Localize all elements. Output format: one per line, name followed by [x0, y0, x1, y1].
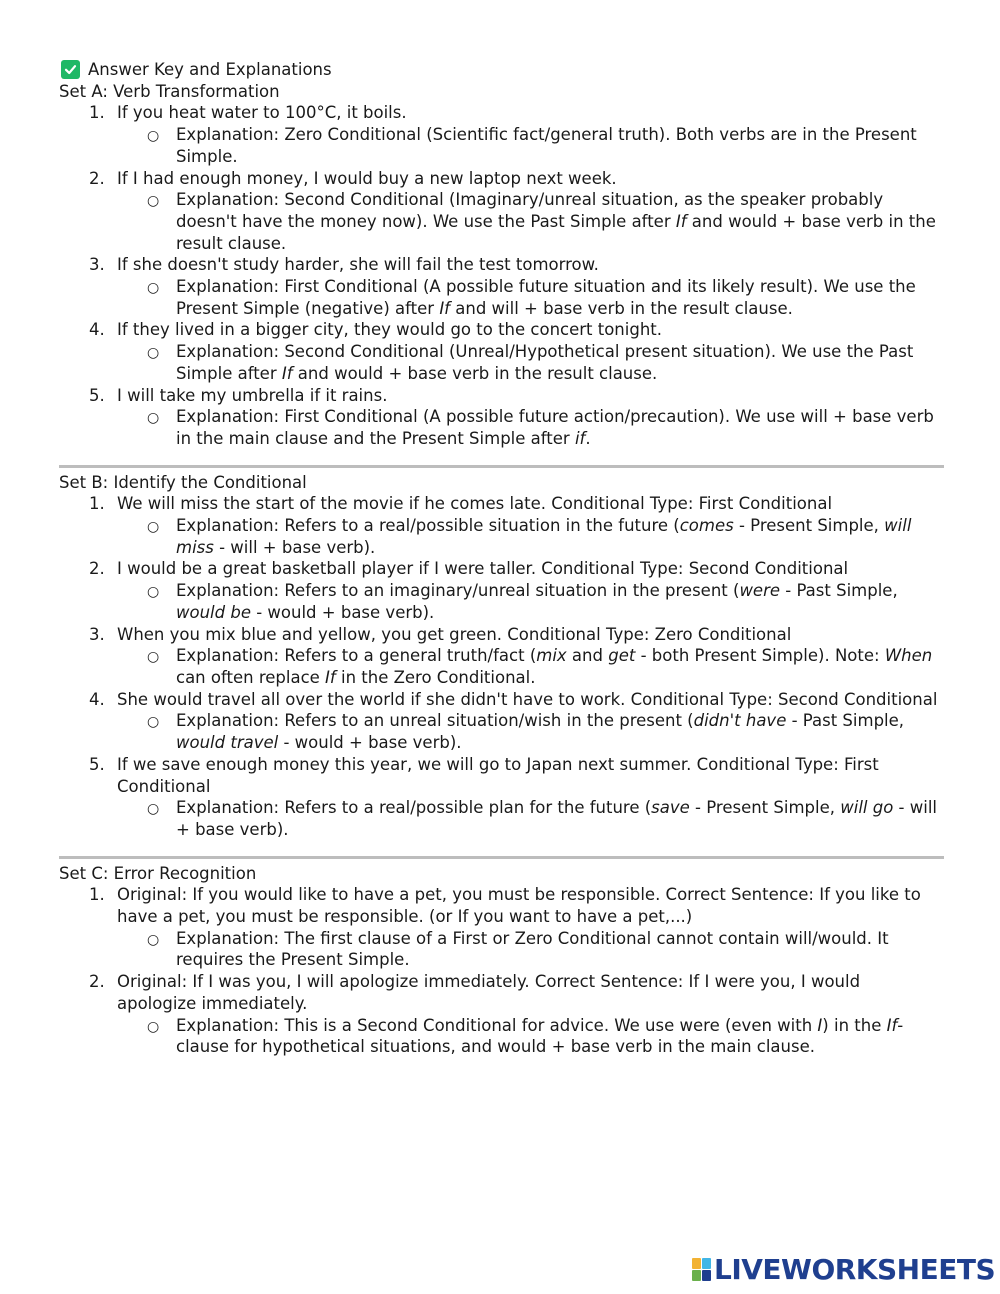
list-item [59, 254, 944, 319]
item-text [117, 168, 944, 190]
text-run: Explanation: First Conditional (A possible future action/precaution). We use will + base verb in the main clause and the Present Simple after [176, 407, 934, 448]
text-run: - will + base verb). [176, 798, 937, 839]
item-number: 1. [89, 885, 105, 905]
explanation [117, 124, 944, 167]
text-run: Explanation: Refers to a general truth/fact ( [176, 646, 537, 666]
checkmark-icon [61, 60, 80, 79]
item-list [59, 884, 944, 1058]
explanation [117, 406, 944, 449]
explanation [117, 1015, 944, 1058]
item-text [117, 754, 944, 797]
text-run: in the Zero Conditional. [335, 667, 536, 687]
italic-text: didn't have [693, 711, 787, 731]
bullet-icon: ○ [147, 410, 160, 427]
text-run: Explanation: Refers to an imaginary/unreal situation in the present ( [176, 581, 740, 601]
document-header [59, 59, 944, 81]
italic-text: I [817, 1015, 823, 1035]
explanation [117, 515, 944, 558]
list-item [59, 319, 944, 384]
text-run: Explanation: First Conditional (A possible future situation and its likely result). We use the Present Simple (negative) after [176, 277, 916, 318]
explanation [117, 580, 944, 623]
italic-text: If [439, 298, 450, 318]
explanation [117, 341, 944, 384]
document-title: Answer Key and Explanations [88, 60, 332, 79]
text-run: ) in the [822, 1015, 887, 1035]
text-run: Explanation: Refers to an unreal situation/wish in the present ( [176, 711, 694, 731]
text-run: She would travel all over the world if she didn't have to work. Conditional Type: Second Conditional [117, 689, 938, 709]
text-run: can often replace [176, 667, 326, 687]
text-run: I would be a great basketball player if I were taller. Conditional Type: Second Conditional [117, 559, 849, 579]
bullet-icon: ○ [147, 193, 160, 210]
item-number: 1. [89, 103, 105, 123]
text-run: and will + base verb in the result clause. [450, 298, 793, 318]
explanation [117, 797, 944, 840]
item-number: 4. [89, 320, 105, 340]
bullet-icon: ○ [147, 801, 160, 818]
italic-text: comes [679, 516, 734, 536]
text-run: When you mix blue and yellow, you get green. Conditional Type: Zero Conditional [117, 624, 792, 644]
text-run: If you heat water to 100°C, it boils. [117, 103, 407, 123]
set-title: Set C: Error Recognition [59, 863, 257, 883]
list-item [59, 624, 944, 689]
list-item [59, 385, 944, 450]
item-text [117, 385, 944, 407]
item-number: 3. [89, 255, 105, 275]
item-text [117, 971, 944, 1014]
italic-text: were [739, 581, 781, 601]
logo-text: LIVEWORKSHEETS [714, 1253, 996, 1286]
italic-text: If [325, 667, 336, 687]
text-run: If we save enough money this year, we will go to Japan next summer. Conditional Type: First Conditional [117, 754, 879, 796]
bullet-icon: ○ [147, 280, 160, 297]
list-item [59, 102, 944, 167]
text-run: - Past Simple, [786, 711, 905, 731]
text-run: Explanation: The first clause of a First or Zero Conditional cannot contain will/would. It requires the Present Simple. [176, 928, 889, 970]
italic-text: When [884, 646, 933, 666]
section-divider [59, 465, 944, 468]
liveworksheets-logo-icon [692, 1258, 711, 1281]
text-run: - Past Simple, [780, 581, 898, 601]
explanation [117, 928, 944, 971]
item-text [117, 558, 944, 580]
list-item [59, 971, 944, 1058]
liveworksheets-logo[interactable] [692, 1253, 995, 1286]
item-text [117, 254, 944, 276]
item-number: 4. [89, 689, 105, 709]
bullet-icon: ○ [147, 1018, 160, 1035]
item-number: 5. [89, 754, 105, 774]
explanation [117, 189, 944, 254]
text-run: - would + base verb). [278, 733, 462, 753]
text-run: If I had enough money, I would buy a new laptop next week. [117, 168, 617, 188]
text-run: Explanation: Second Conditional (Imaginary/unreal situation, as the speaker probably doesn't have the money now). We use the Past Simple after [176, 190, 884, 231]
item-text [117, 689, 944, 711]
item-text [117, 493, 944, 515]
text-run: - Present Simple, [733, 516, 885, 536]
text-run: and would + base verb in the result clause. [176, 211, 936, 253]
italic-text: save [651, 798, 690, 818]
italic-text: If [886, 1015, 898, 1035]
item-text [117, 624, 944, 646]
list-item [59, 884, 944, 971]
italic-text: if [574, 428, 586, 448]
text-run: - both Present Simple). Note: [635, 646, 885, 666]
italic-text: If [281, 363, 293, 383]
bullet-icon: ○ [147, 519, 160, 536]
list-item [59, 689, 944, 754]
text-run: Explanation: Refers to a real/possible situation in the future ( [176, 516, 680, 536]
italic-text: will go [840, 798, 894, 818]
bullet-icon: ○ [147, 649, 160, 666]
list-item [59, 558, 944, 623]
list-item [59, 168, 944, 255]
list-item [59, 754, 944, 841]
item-number: 5. [89, 385, 105, 405]
text-run: If she doesn't study harder, she will fail the test tomorrow. [117, 255, 599, 275]
item-text [117, 319, 944, 341]
bullet-icon: ○ [147, 714, 160, 731]
item-number: 2. [89, 168, 105, 188]
item-text [117, 884, 944, 927]
text-run: Original: If I was you, I will apologize immediately. Correct Sentence: If I were you, I would apologize immediately. [117, 972, 861, 1013]
list-item [59, 493, 944, 558]
set-title: Set B: Identify the Conditional [59, 472, 307, 492]
set-b [59, 472, 944, 841]
text-run: Explanation: Zero Conditional (Scientific fact/general truth). Both verbs are in the Present Simple. [176, 125, 917, 166]
item-number: 3. [89, 624, 105, 644]
item-number: 2. [89, 972, 105, 992]
item-number: 1. [89, 494, 105, 514]
bullet-icon: ○ [147, 931, 160, 948]
section-divider [59, 856, 944, 859]
text-run: - would + base verb). [250, 602, 435, 622]
italic-text: mix [536, 646, 567, 666]
text-run: If they lived in a bigger city, they would go to the concert tonight. [117, 320, 662, 340]
explanation [117, 276, 944, 319]
item-text [117, 102, 944, 124]
text-run: I will take my umbrella if it rains. [117, 385, 388, 405]
text-run: - will + base verb). [213, 537, 376, 557]
italic-text: would travel [176, 733, 279, 753]
item-list [59, 102, 944, 449]
text-run: -clause for hypothetical situations, and would + base verb in the main clause. [176, 1015, 904, 1057]
text-run: Explanation: Second Conditional (Unreal/Hypothetical present situation). We use the Past Simple after [176, 342, 914, 383]
text-run: . [585, 428, 591, 448]
bullet-icon: ○ [147, 128, 160, 145]
italic-text: will miss [176, 516, 912, 557]
text-run: Explanation: Refers to a real/possible plan for the future ( [176, 798, 652, 818]
set-title: Set A: Verb Transformation [59, 81, 280, 101]
text-run: We will miss the start of the movie if he comes late. Conditional Type: First Conditional [117, 494, 833, 514]
set-a [59, 81, 944, 450]
explanation [117, 645, 944, 688]
text-run: and [566, 646, 609, 666]
italic-text: would be [176, 602, 251, 622]
item-number: 2. [89, 559, 105, 579]
italic-text: If [675, 211, 687, 231]
explanation [117, 710, 944, 753]
answer-key-document [59, 59, 944, 1058]
text-run: Original: If you would like to have a pet, you must be responsible. Correct Sentence: If you like to have a pet, you must be responsible. (or If you want to have a pet,...) [117, 885, 921, 927]
item-list [59, 493, 944, 840]
text-run: and would + base verb in the result clause. [292, 363, 658, 383]
bullet-icon: ○ [147, 584, 160, 601]
bullet-icon: ○ [147, 345, 160, 362]
set-c [59, 863, 944, 1058]
italic-text: get [608, 646, 636, 666]
text-run: - Present Simple, [689, 798, 841, 818]
text-run: Explanation: This is a Second Conditional for advice. We use were (even with [176, 1015, 818, 1035]
